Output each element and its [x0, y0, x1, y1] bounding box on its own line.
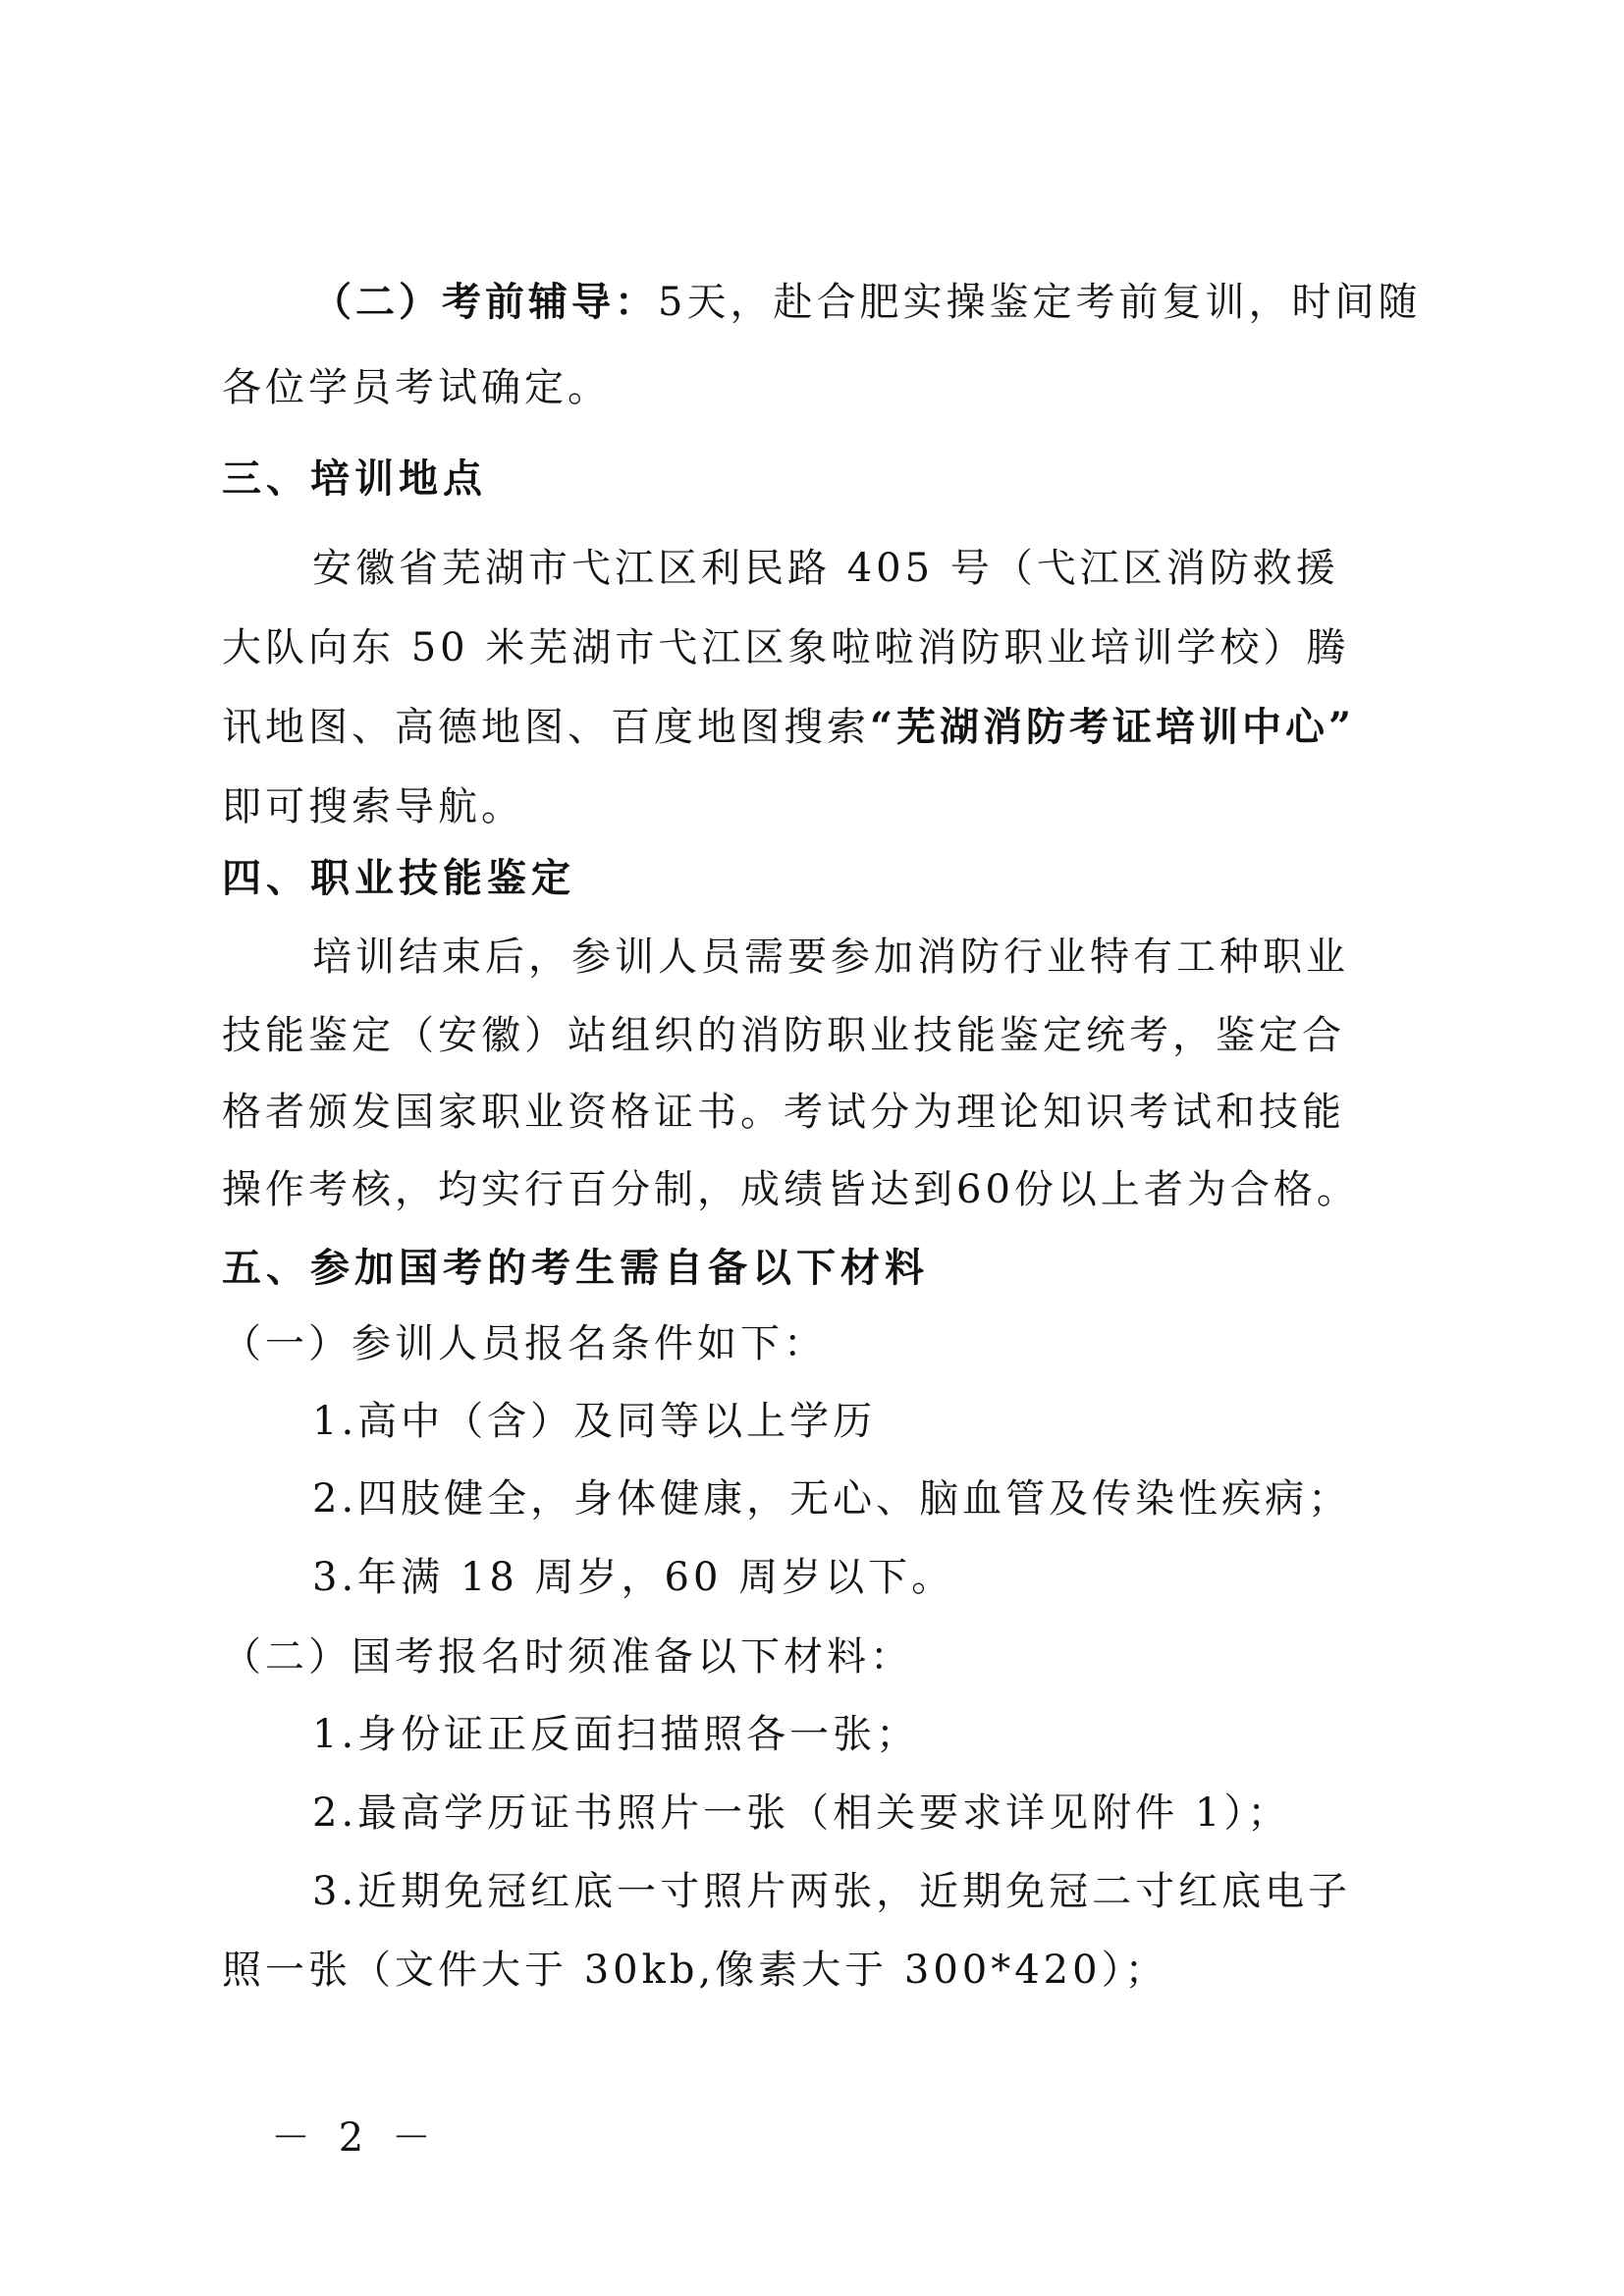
s3-line-2: 大队向东 50 米芜湖市弋江区象啦啦消防职业培训学校）腾: [222, 625, 1350, 670]
s5-sub-2-item-3-cont: 照一张（文件大于 30kb,像素大于 300*420）；: [222, 1948, 1168, 1993]
s3-line-4: 即可搜索导航。: [222, 784, 524, 829]
s2-sub-line-2: 各位学员考试确定。: [222, 365, 611, 410]
s2-sub-text: 5天，赴合肥实操鉴定考前复训，时间随: [658, 280, 1422, 325]
s4-line-3: 格者颁发国家职业资格证书。考试分为理论知识考试和技能: [222, 1090, 1345, 1135]
s4-line-4: 操作考核，均实行百分制，成绩皆达到60份以上者为合格。: [222, 1167, 1360, 1212]
s5-sub-1-title: （一）参训人员报名条件如下：: [222, 1321, 827, 1366]
s3-search-keyword: “芜湖消防考证培训中心”: [870, 704, 1356, 750]
s2-sub-line-1: [312, 263, 1520, 342]
s5-sub-2-title: （二）国考报名时须准备以下材料：: [222, 1634, 913, 1680]
page-number: － 2 －: [271, 2115, 439, 2161]
s3-line-3-text: 讯地图、高德地图、百度地图搜索: [222, 705, 870, 750]
s5-sub-2-item-2: 2.最高学历证书照片一张（相关要求详见附件 1）；: [312, 1790, 1291, 1836]
s5-sub-2-item-1: 1.身份证正反面扫描照各一张；: [312, 1712, 920, 1757]
section-5-title: 五、参加国考的考生需自备以下材料: [222, 1245, 929, 1291]
s5-sub-1-item-1: 1.高中（含）及同等以上学历: [312, 1399, 877, 1444]
s5-sub-1-item-3: 3.年满 18 周岁，60 周岁以下。: [312, 1555, 955, 1600]
s4-line-1: 培训结束后，参训人员需要参加消防行业特有工种职业: [312, 934, 1349, 980]
s2-sub-label: （二）考前辅导：: [312, 279, 658, 325]
s3-line-1: 安徽省芜湖市弋江区利民路 405 号（弋江区消防救援: [312, 546, 1339, 591]
section-4-title: 四、职业技能鉴定: [222, 855, 575, 901]
s5-sub-2-item-3: 3.近期免冠红底一寸照片两张，近期免冠二寸红底电子: [312, 1869, 1352, 1914]
section-3-title: 三、培训地点: [222, 455, 487, 502]
s4-line-2: 技能鉴定（安徽）站组织的消防职业技能鉴定统考，鉴定合: [222, 1013, 1345, 1058]
s3-line-3: [222, 688, 1430, 767]
s5-sub-1-item-2: 2.四肢健全，身体健康，无心、脑血管及传染性疾病；: [312, 1476, 1352, 1522]
